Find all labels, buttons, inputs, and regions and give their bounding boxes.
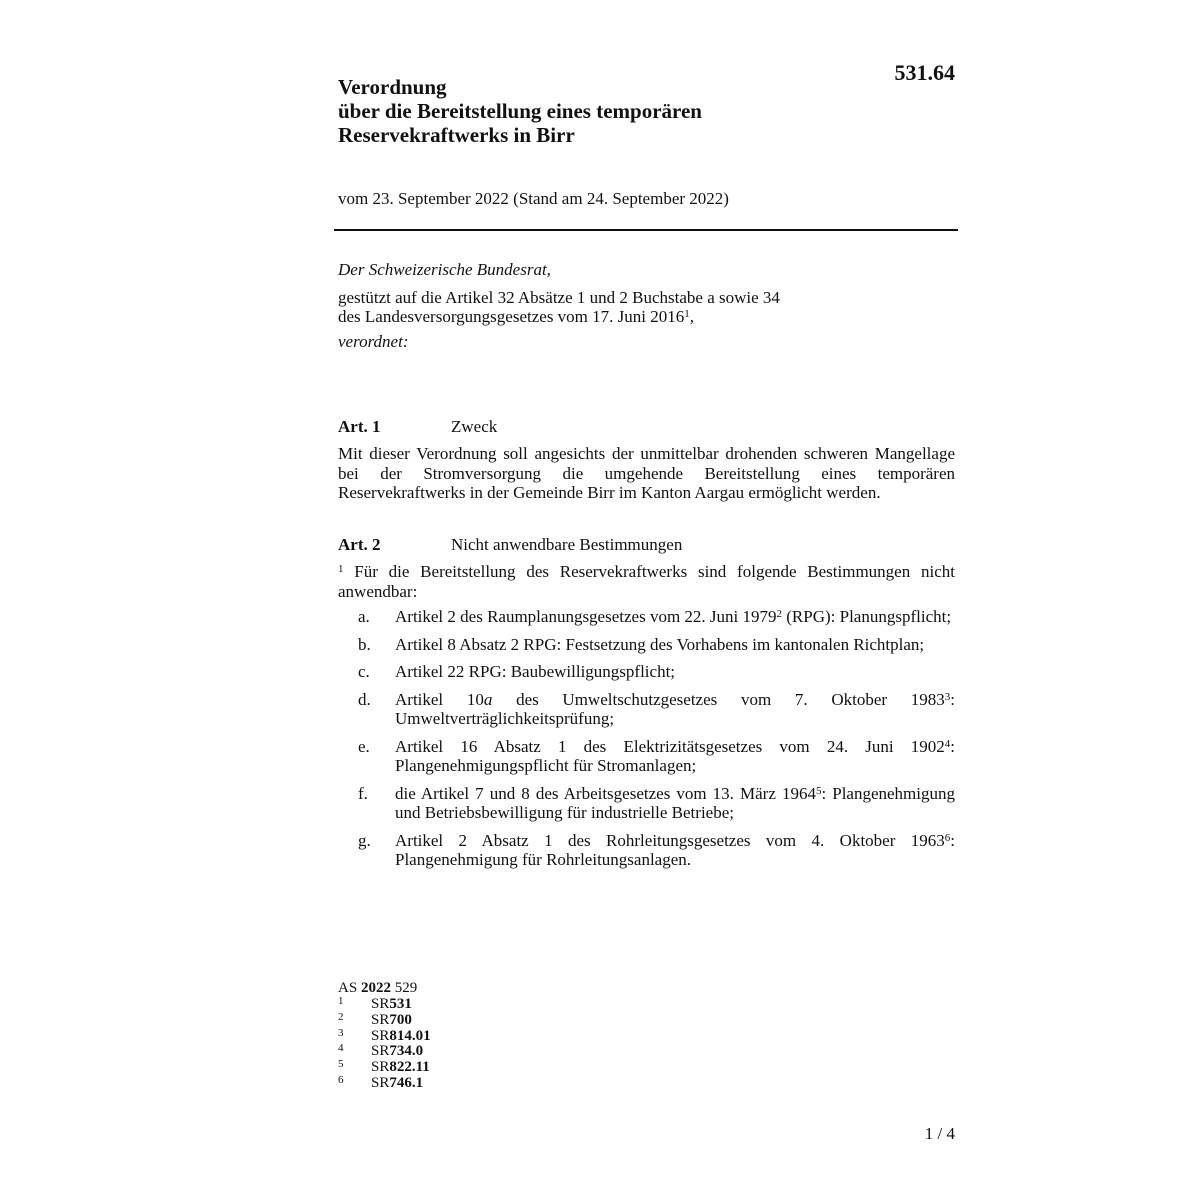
item-text: Artikel 10a des Umweltschutzgesetzes vom 7. Oktober 1983$^3$: Umweltverträglichkeitsprüfung; — [395, 689, 955, 728]
article-2 — [338, 535, 955, 878]
preamble-basis — [338, 288, 958, 326]
item-letter: f. — [358, 783, 368, 803]
footnote-ref[interactable]: 3 — [944, 690, 951, 703]
item-text: die Artikel 7 und 8 des Arbeitsgesetzes vom 13. März 1964$^5$: Plangenehmigung und Betriebsbewilligung für industrielle Betriebe; — [395, 783, 956, 822]
item-text: Artikel 2 Absatz 1 des Rohrleitungsgesetzes vom 4. Oktober 1963$^6$: Plangenehmigung für Rohrleitungsanlagen. — [395, 830, 955, 869]
article-title: Nicht anwendbare Bestimmungen — [451, 535, 683, 554]
article-title: Zweck — [451, 417, 498, 436]
item-letter: g. — [358, 830, 371, 850]
item-text: Artikel 8 Absatz 2 RPG: Festsetzung des Vorhabens im kantonalen Richtplan; — [395, 634, 925, 654]
footnote: 1 SR 531 — [338, 995, 412, 1012]
footnote-number: 6 — [338, 1073, 344, 1086]
footnote-number: 3 — [338, 1026, 344, 1039]
official-compilation-ref: AS 2022 529 — [338, 980, 418, 996]
item-text: Artikel 2 des Raumplanungsgesetzes vom 22. Juni 1979$^2$ (RPG): Planungspflicht; — [395, 607, 952, 626]
footnote: 6 SR 746.1 — [338, 1073, 424, 1091]
basis-line-end: , — [689, 307, 694, 326]
list-item — [338, 607, 955, 627]
sr-number: 531.64 — [894, 60, 955, 85]
footnote-ref[interactable]: 6 — [944, 831, 951, 844]
article-1 — [338, 417, 955, 503]
sr-link[interactable]: 531 — [389, 996, 412, 1012]
footnote: 5 SR 822.11 — [338, 1058, 430, 1076]
sr-link[interactable]: 822.11 — [389, 1059, 430, 1076]
item-letter: c. — [358, 662, 370, 681]
basis-line: gestützt auf die Artikel 32 Absätze 1 und 2 Buchstabe a sowie 34 — [338, 288, 780, 307]
item-letter: e. — [358, 736, 370, 756]
footnote-ref[interactable]: 1 — [684, 308, 690, 320]
sr-link[interactable]: 734.0 — [389, 1043, 424, 1060]
footnote: 3 SR 814.01 — [338, 1026, 431, 1044]
footnote: 2 SR 700 — [338, 1010, 412, 1028]
document-title — [338, 75, 858, 147]
item-letter: d. — [358, 689, 371, 709]
paragraph-text: Für die Bereitstellung des Reservekraftwerks sind folgende Bestimmungen nicht anwendbar: — [338, 562, 955, 601]
footnote-number: 5 — [338, 1058, 344, 1071]
footnote: 4 SR 734.0 — [338, 1042, 424, 1060]
footnote-number: 1 — [338, 995, 344, 1007]
article-heading — [338, 417, 955, 437]
title-line: über die Bereitstellung eines temporären — [338, 99, 702, 123]
title-line: Reservekraftwerks in Birr — [338, 123, 575, 147]
article-heading — [338, 535, 955, 555]
article-text: Mit dieser Verordnung soll angesichts der unmittelbar drohenden schweren Mangellage bei der Stromversorgung die umgehende Bereitstellung eines temporären Reservekraftwerks in der Gemeinde Birr im Kanton Aargau ermöglicht werden. — [338, 444, 955, 502]
item-text: Artikel 22 RPG: Baubewilligungspflicht; — [395, 662, 676, 681]
list-item — [338, 635, 955, 655]
footnote-ref[interactable]: 5 — [815, 784, 822, 797]
list-item — [338, 831, 955, 870]
preamble — [338, 260, 958, 352]
preamble-author: Der Schweizerische Bundesrat, — [338, 260, 551, 279]
list-item — [338, 784, 955, 823]
footnotes — [338, 979, 431, 1092]
preamble-verordnet: verordnet: — [338, 332, 409, 351]
basis-line — [338, 307, 958, 326]
article-number: Art. 2 — [338, 535, 381, 554]
paragraph-number: 1 — [338, 563, 344, 575]
footnote-ref[interactable]: 2 — [776, 608, 783, 620]
footnote-number: 4 — [338, 1042, 344, 1055]
article-paragraph — [338, 562, 955, 601]
item-letter: a. — [358, 607, 370, 626]
item-letter: b. — [358, 634, 371, 654]
sr-link[interactable]: 814.01 — [389, 1027, 431, 1044]
document-date: vom 23. September 2022 (Stand am 24. September 2022) — [338, 189, 729, 208]
footnote-number: 2 — [338, 1010, 344, 1023]
sr-link[interactable]: 746.1 — [389, 1074, 424, 1091]
list-item — [338, 737, 955, 776]
article-number: Art. 1 — [338, 417, 381, 436]
list-item — [338, 690, 955, 729]
footnote-ref[interactable]: 4 — [944, 737, 951, 750]
sr-link[interactable]: 700 — [389, 1011, 412, 1028]
provision-list — [338, 607, 955, 870]
title-line: Verordnung — [338, 75, 447, 99]
page-number: 1 / 4 — [924, 1124, 955, 1143]
basis-line-text: des Landesversorgungsgesetzes vom 17. Juni 2016 — [338, 307, 685, 326]
list-item — [338, 662, 955, 682]
item-text: Artikel 16 Absatz 1 des Elektrizitätsgesetzes vom 24. Juni 1902$^4$: Plangenehmigungspflicht für Stromanlagen; — [395, 736, 955, 775]
header-divider — [334, 229, 958, 231]
